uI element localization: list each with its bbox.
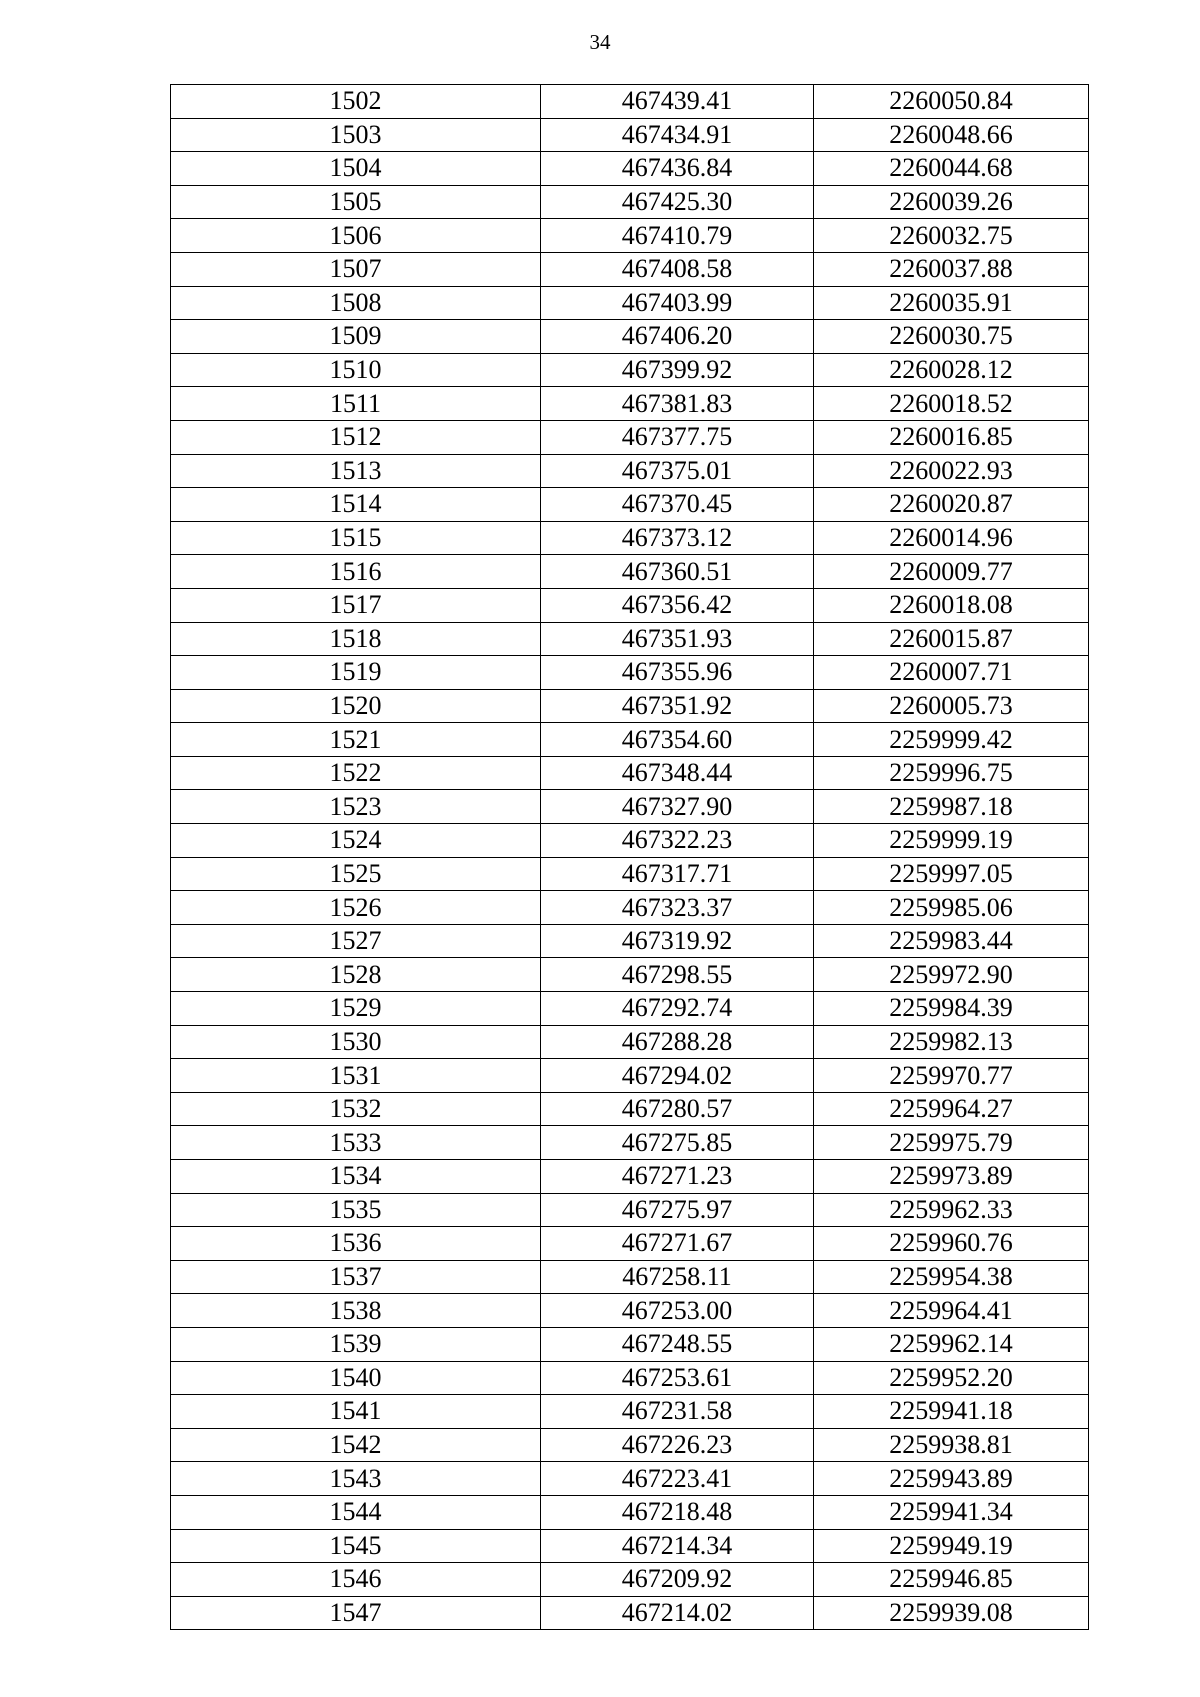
point-number-cell: 1546	[171, 1563, 541, 1597]
y-coordinate-cell: 2260035.91	[814, 286, 1089, 320]
page-number: 34	[589, 30, 611, 54]
y-coordinate-cell: 2259987.18	[814, 790, 1089, 824]
table-row	[171, 689, 1089, 723]
x-coordinate-cell: 467373.12	[541, 521, 814, 555]
x-coordinate-cell: 467223.41	[541, 1462, 814, 1496]
point-number-cell: 1523	[171, 790, 541, 824]
point-number-cell: 1513	[171, 454, 541, 488]
y-coordinate-cell: 2259941.34	[814, 1495, 1089, 1529]
point-number-cell: 1518	[171, 622, 541, 656]
y-coordinate-cell: 2259960.76	[814, 1227, 1089, 1261]
point-number-cell: 1522	[171, 756, 541, 790]
table-row	[171, 1294, 1089, 1328]
point-number-cell: 1507	[171, 252, 541, 286]
x-coordinate-cell: 467403.99	[541, 286, 814, 320]
x-coordinate-cell: 467214.34	[541, 1529, 814, 1563]
table-row	[171, 1395, 1089, 1429]
y-coordinate-cell: 2259952.20	[814, 1361, 1089, 1395]
table-row	[171, 588, 1089, 622]
table-row	[171, 555, 1089, 589]
y-coordinate-cell: 2259972.90	[814, 958, 1089, 992]
point-number-cell: 1541	[171, 1395, 541, 1429]
point-number-cell: 1506	[171, 219, 541, 253]
table-row	[171, 1563, 1089, 1597]
x-coordinate-cell: 467218.48	[541, 1495, 814, 1529]
table-row	[171, 1596, 1089, 1630]
x-coordinate-cell: 467351.93	[541, 622, 814, 656]
point-number-cell: 1524	[171, 824, 541, 858]
table-row	[171, 992, 1089, 1026]
point-number-cell: 1534	[171, 1160, 541, 1194]
point-number-cell: 1527	[171, 924, 541, 958]
coordinates-table	[170, 84, 1089, 1630]
x-coordinate-cell: 467323.37	[541, 891, 814, 925]
y-coordinate-cell: 2260030.75	[814, 320, 1089, 354]
point-number-cell: 1531	[171, 1059, 541, 1093]
y-coordinate-cell: 2259943.89	[814, 1462, 1089, 1496]
y-coordinate-cell: 2259975.79	[814, 1126, 1089, 1160]
y-coordinate-cell: 2259954.38	[814, 1260, 1089, 1294]
y-coordinate-cell: 2259996.75	[814, 756, 1089, 790]
x-coordinate-cell: 467356.42	[541, 588, 814, 622]
table-row	[171, 891, 1089, 925]
y-coordinate-cell: 2260028.12	[814, 353, 1089, 387]
table-row	[171, 185, 1089, 219]
point-number-cell: 1542	[171, 1428, 541, 1462]
point-number-cell: 1533	[171, 1126, 541, 1160]
table-row	[171, 924, 1089, 958]
y-coordinate-cell: 2259939.08	[814, 1596, 1089, 1630]
point-number-cell: 1511	[171, 387, 541, 421]
y-coordinate-cell: 2259970.77	[814, 1059, 1089, 1093]
y-coordinate-cell: 2260020.87	[814, 488, 1089, 522]
y-coordinate-cell: 2260005.73	[814, 689, 1089, 723]
point-number-cell: 1525	[171, 857, 541, 891]
x-coordinate-cell: 467381.83	[541, 387, 814, 421]
x-coordinate-cell: 467317.71	[541, 857, 814, 891]
y-coordinate-cell: 2260050.84	[814, 85, 1089, 119]
y-coordinate-cell: 2259984.39	[814, 992, 1089, 1026]
table-row	[171, 622, 1089, 656]
point-number-cell: 1540	[171, 1361, 541, 1395]
x-coordinate-cell: 467280.57	[541, 1092, 814, 1126]
table-row	[171, 420, 1089, 454]
y-coordinate-cell: 2260015.87	[814, 622, 1089, 656]
table-row	[171, 286, 1089, 320]
y-coordinate-cell: 2260007.71	[814, 656, 1089, 690]
table-row	[171, 1327, 1089, 1361]
x-coordinate-cell: 467434.91	[541, 118, 814, 152]
x-coordinate-cell: 467354.60	[541, 723, 814, 757]
point-number-cell: 1532	[171, 1092, 541, 1126]
table-row	[171, 353, 1089, 387]
x-coordinate-cell: 467275.85	[541, 1126, 814, 1160]
table-row	[171, 824, 1089, 858]
point-number-cell: 1514	[171, 488, 541, 522]
point-number-cell: 1517	[171, 588, 541, 622]
y-coordinate-cell: 2259962.14	[814, 1327, 1089, 1361]
point-number-cell: 1521	[171, 723, 541, 757]
y-coordinate-cell: 2260009.77	[814, 555, 1089, 589]
table-row	[171, 1025, 1089, 1059]
x-coordinate-cell: 467370.45	[541, 488, 814, 522]
point-number-cell: 1516	[171, 555, 541, 589]
point-number-cell: 1544	[171, 1495, 541, 1529]
x-coordinate-cell: 467288.28	[541, 1025, 814, 1059]
point-number-cell: 1528	[171, 958, 541, 992]
point-number-cell: 1547	[171, 1596, 541, 1630]
y-coordinate-cell: 2260032.75	[814, 219, 1089, 253]
table-row	[171, 1193, 1089, 1227]
point-number-cell: 1502	[171, 85, 541, 119]
table-row	[171, 958, 1089, 992]
table-row	[171, 1092, 1089, 1126]
point-number-cell: 1503	[171, 118, 541, 152]
point-number-cell: 1504	[171, 152, 541, 186]
x-coordinate-cell: 467292.74	[541, 992, 814, 1026]
point-number-cell: 1515	[171, 521, 541, 555]
x-coordinate-cell: 467377.75	[541, 420, 814, 454]
point-number-cell: 1536	[171, 1227, 541, 1261]
table-row	[171, 488, 1089, 522]
table-row	[171, 1462, 1089, 1496]
x-coordinate-cell: 467399.92	[541, 353, 814, 387]
y-coordinate-cell: 2259982.13	[814, 1025, 1089, 1059]
x-coordinate-cell: 467375.01	[541, 454, 814, 488]
table-row	[171, 790, 1089, 824]
point-number-cell: 1505	[171, 185, 541, 219]
point-number-cell: 1509	[171, 320, 541, 354]
table-row	[171, 454, 1089, 488]
x-coordinate-cell: 467226.23	[541, 1428, 814, 1462]
point-number-cell: 1526	[171, 891, 541, 925]
table-row	[171, 756, 1089, 790]
x-coordinate-cell: 467275.97	[541, 1193, 814, 1227]
y-coordinate-cell: 2259962.33	[814, 1193, 1089, 1227]
y-coordinate-cell: 2259999.42	[814, 723, 1089, 757]
table-row	[171, 320, 1089, 354]
point-number-cell: 1537	[171, 1260, 541, 1294]
x-coordinate-cell: 467360.51	[541, 555, 814, 589]
y-coordinate-cell: 2259949.19	[814, 1529, 1089, 1563]
point-number-cell: 1539	[171, 1327, 541, 1361]
y-coordinate-cell: 2260018.52	[814, 387, 1089, 421]
y-coordinate-cell: 2259985.06	[814, 891, 1089, 925]
point-number-cell: 1543	[171, 1462, 541, 1496]
point-number-cell: 1508	[171, 286, 541, 320]
table-row	[171, 387, 1089, 421]
table-row	[171, 1361, 1089, 1395]
point-number-cell: 1520	[171, 689, 541, 723]
table-row	[171, 252, 1089, 286]
y-coordinate-cell: 2259997.05	[814, 857, 1089, 891]
x-coordinate-cell: 467231.58	[541, 1395, 814, 1429]
table-row	[171, 1260, 1089, 1294]
y-coordinate-cell: 2260039.26	[814, 185, 1089, 219]
x-coordinate-cell: 467298.55	[541, 958, 814, 992]
x-coordinate-cell: 467355.96	[541, 656, 814, 690]
x-coordinate-cell: 467214.02	[541, 1596, 814, 1630]
table-row	[171, 723, 1089, 757]
y-coordinate-cell: 2260037.88	[814, 252, 1089, 286]
table-row	[171, 1227, 1089, 1261]
x-coordinate-cell: 467294.02	[541, 1059, 814, 1093]
table-row	[171, 1495, 1089, 1529]
y-coordinate-cell: 2259941.18	[814, 1395, 1089, 1429]
x-coordinate-cell: 467351.92	[541, 689, 814, 723]
x-coordinate-cell: 467258.11	[541, 1260, 814, 1294]
point-number-cell: 1510	[171, 353, 541, 387]
point-number-cell: 1519	[171, 656, 541, 690]
x-coordinate-cell: 467406.20	[541, 320, 814, 354]
table-row	[171, 118, 1089, 152]
x-coordinate-cell: 467425.30	[541, 185, 814, 219]
table-row	[171, 85, 1089, 119]
point-number-cell: 1538	[171, 1294, 541, 1328]
x-coordinate-cell: 467271.23	[541, 1160, 814, 1194]
x-coordinate-cell: 467410.79	[541, 219, 814, 253]
table-row	[171, 857, 1089, 891]
table-row	[171, 219, 1089, 253]
table-row	[171, 521, 1089, 555]
point-number-cell: 1512	[171, 420, 541, 454]
x-coordinate-cell: 467271.67	[541, 1227, 814, 1261]
point-number-cell: 1529	[171, 992, 541, 1026]
table-row	[171, 1529, 1089, 1563]
x-coordinate-cell: 467327.90	[541, 790, 814, 824]
x-coordinate-cell: 467436.84	[541, 152, 814, 186]
table-row	[171, 1160, 1089, 1194]
y-coordinate-cell: 2260022.93	[814, 454, 1089, 488]
y-coordinate-cell: 2260014.96	[814, 521, 1089, 555]
y-coordinate-cell: 2260044.68	[814, 152, 1089, 186]
x-coordinate-cell: 467253.00	[541, 1294, 814, 1328]
y-coordinate-cell: 2259983.44	[814, 924, 1089, 958]
y-coordinate-cell: 2260048.66	[814, 118, 1089, 152]
x-coordinate-cell: 467439.41	[541, 85, 814, 119]
coordinates-table-body	[171, 85, 1089, 1630]
table-row	[171, 656, 1089, 690]
y-coordinate-cell: 2259973.89	[814, 1160, 1089, 1194]
table-row	[171, 152, 1089, 186]
y-coordinate-cell: 2260018.08	[814, 588, 1089, 622]
x-coordinate-cell: 467319.92	[541, 924, 814, 958]
y-coordinate-cell: 2260016.85	[814, 420, 1089, 454]
point-number-cell: 1530	[171, 1025, 541, 1059]
x-coordinate-cell: 467248.55	[541, 1327, 814, 1361]
y-coordinate-cell: 2259999.19	[814, 824, 1089, 858]
table-row	[171, 1059, 1089, 1093]
point-number-cell: 1535	[171, 1193, 541, 1227]
x-coordinate-cell: 467253.61	[541, 1361, 814, 1395]
y-coordinate-cell: 2259946.85	[814, 1563, 1089, 1597]
x-coordinate-cell: 467408.58	[541, 252, 814, 286]
x-coordinate-cell: 467348.44	[541, 756, 814, 790]
x-coordinate-cell: 467322.23	[541, 824, 814, 858]
table-row	[171, 1428, 1089, 1462]
y-coordinate-cell: 2259964.27	[814, 1092, 1089, 1126]
point-number-cell: 1545	[171, 1529, 541, 1563]
x-coordinate-cell: 467209.92	[541, 1563, 814, 1597]
y-coordinate-cell: 2259938.81	[814, 1428, 1089, 1462]
y-coordinate-cell: 2259964.41	[814, 1294, 1089, 1328]
table-row	[171, 1126, 1089, 1160]
